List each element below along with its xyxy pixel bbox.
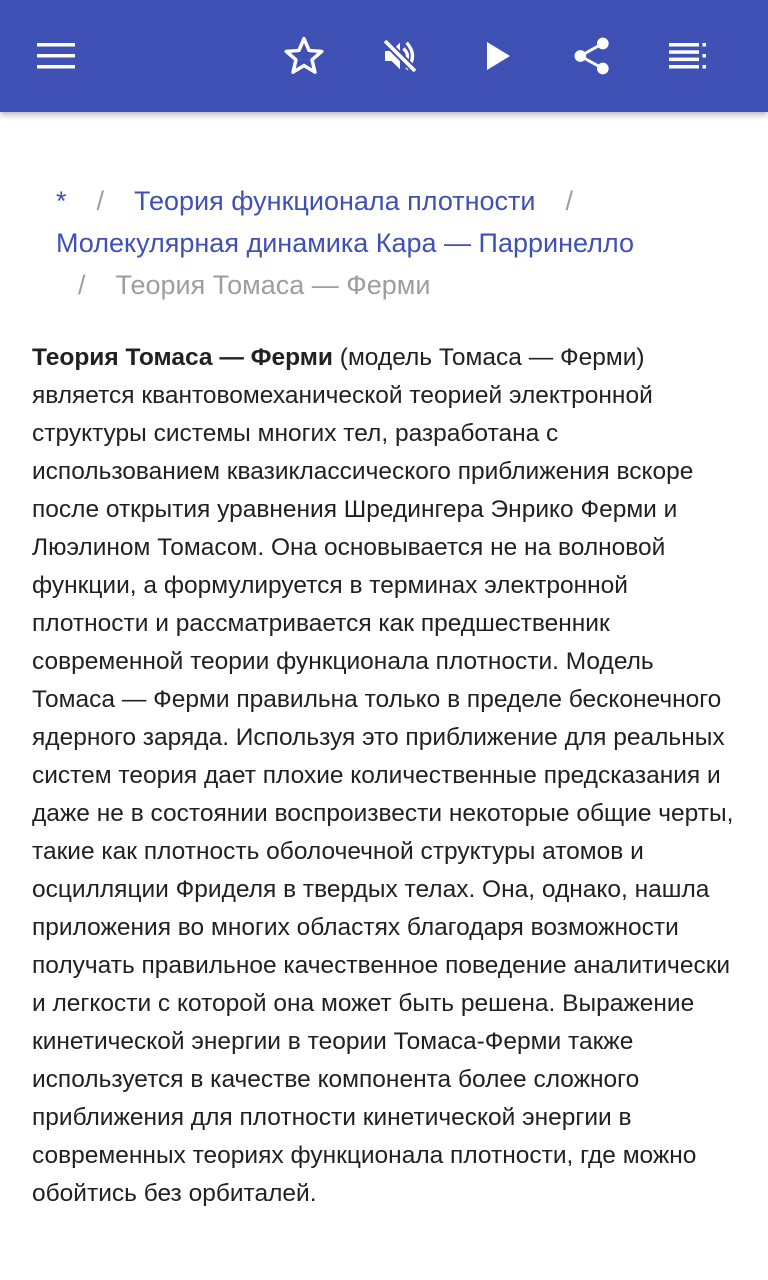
- breadcrumb-current: Теория Томаса — Ферми: [115, 270, 431, 300]
- list-icon: [669, 43, 707, 69]
- app-toolbar: [0, 0, 768, 112]
- breadcrumb-home-link[interactable]: *: [56, 186, 67, 216]
- breadcrumb-link-dft[interactable]: Теория функционала плотности: [134, 186, 536, 216]
- volume-off-icon: [380, 36, 420, 76]
- article-text: [32, 339, 738, 1213]
- breadcrumb-separator: /: [78, 270, 86, 300]
- play-icon: [485, 41, 511, 71]
- share-icon: [572, 36, 612, 76]
- article-content: [0, 112, 768, 1280]
- breadcrumb-link-car-parrinello[interactable]: Молекулярная динамика Кара — Парринелло: [56, 228, 634, 258]
- share-button[interactable]: [560, 24, 624, 88]
- breadcrumb-separator: /: [96, 186, 105, 216]
- bookmark-button[interactable]: [272, 24, 336, 88]
- mute-button[interactable]: [368, 24, 432, 88]
- play-button[interactable]: [466, 24, 530, 88]
- breadcrumb: [56, 180, 736, 306]
- contents-button[interactable]: [656, 24, 720, 88]
- menu-button[interactable]: [24, 24, 88, 88]
- menu-icon: [37, 43, 75, 69]
- article-body: (модель Томаса — Ферми) является квантовомеханической теорией электронной структуры системы многих тел, разработана с использованием квазиклассического приближения вскоре после открытия уравнения Шредингера Энрико Ферми и Люэлином Томасом. Она основывается не на волновой функции, а формулируется в терминах электронной плотности и рассматривается как предшественник современной теории функционала плотности. Модель Томаса — Ферми правильна только в пределе бесконечного ядерного заряда. Используя это приближение для реальных систем теория дает плохие количественные предсказания и даже не в состоянии воспроизвести некоторые общие черты, такие как плотность оболочечной структуры атомов и осцилляции Фриделя в твердых телах. Она, однако, нашла приложения во многих областях благодаря возможности получать правильное качественное поведение аналитически и легкости с которой она может быть решена. Выражение кинетической энергии в теории Томаса-Ферми также используется в качестве компонента более сложного приближения для плотности кинетической энергии в современных теориях функционала плотности, где можно обойтись без орбиталей.: [32, 344, 734, 1207]
- star-outline-icon: [283, 36, 325, 76]
- article-title-bold: Теория Томаса — Ферми: [32, 344, 333, 371]
- breadcrumb-separator: /: [565, 186, 574, 216]
